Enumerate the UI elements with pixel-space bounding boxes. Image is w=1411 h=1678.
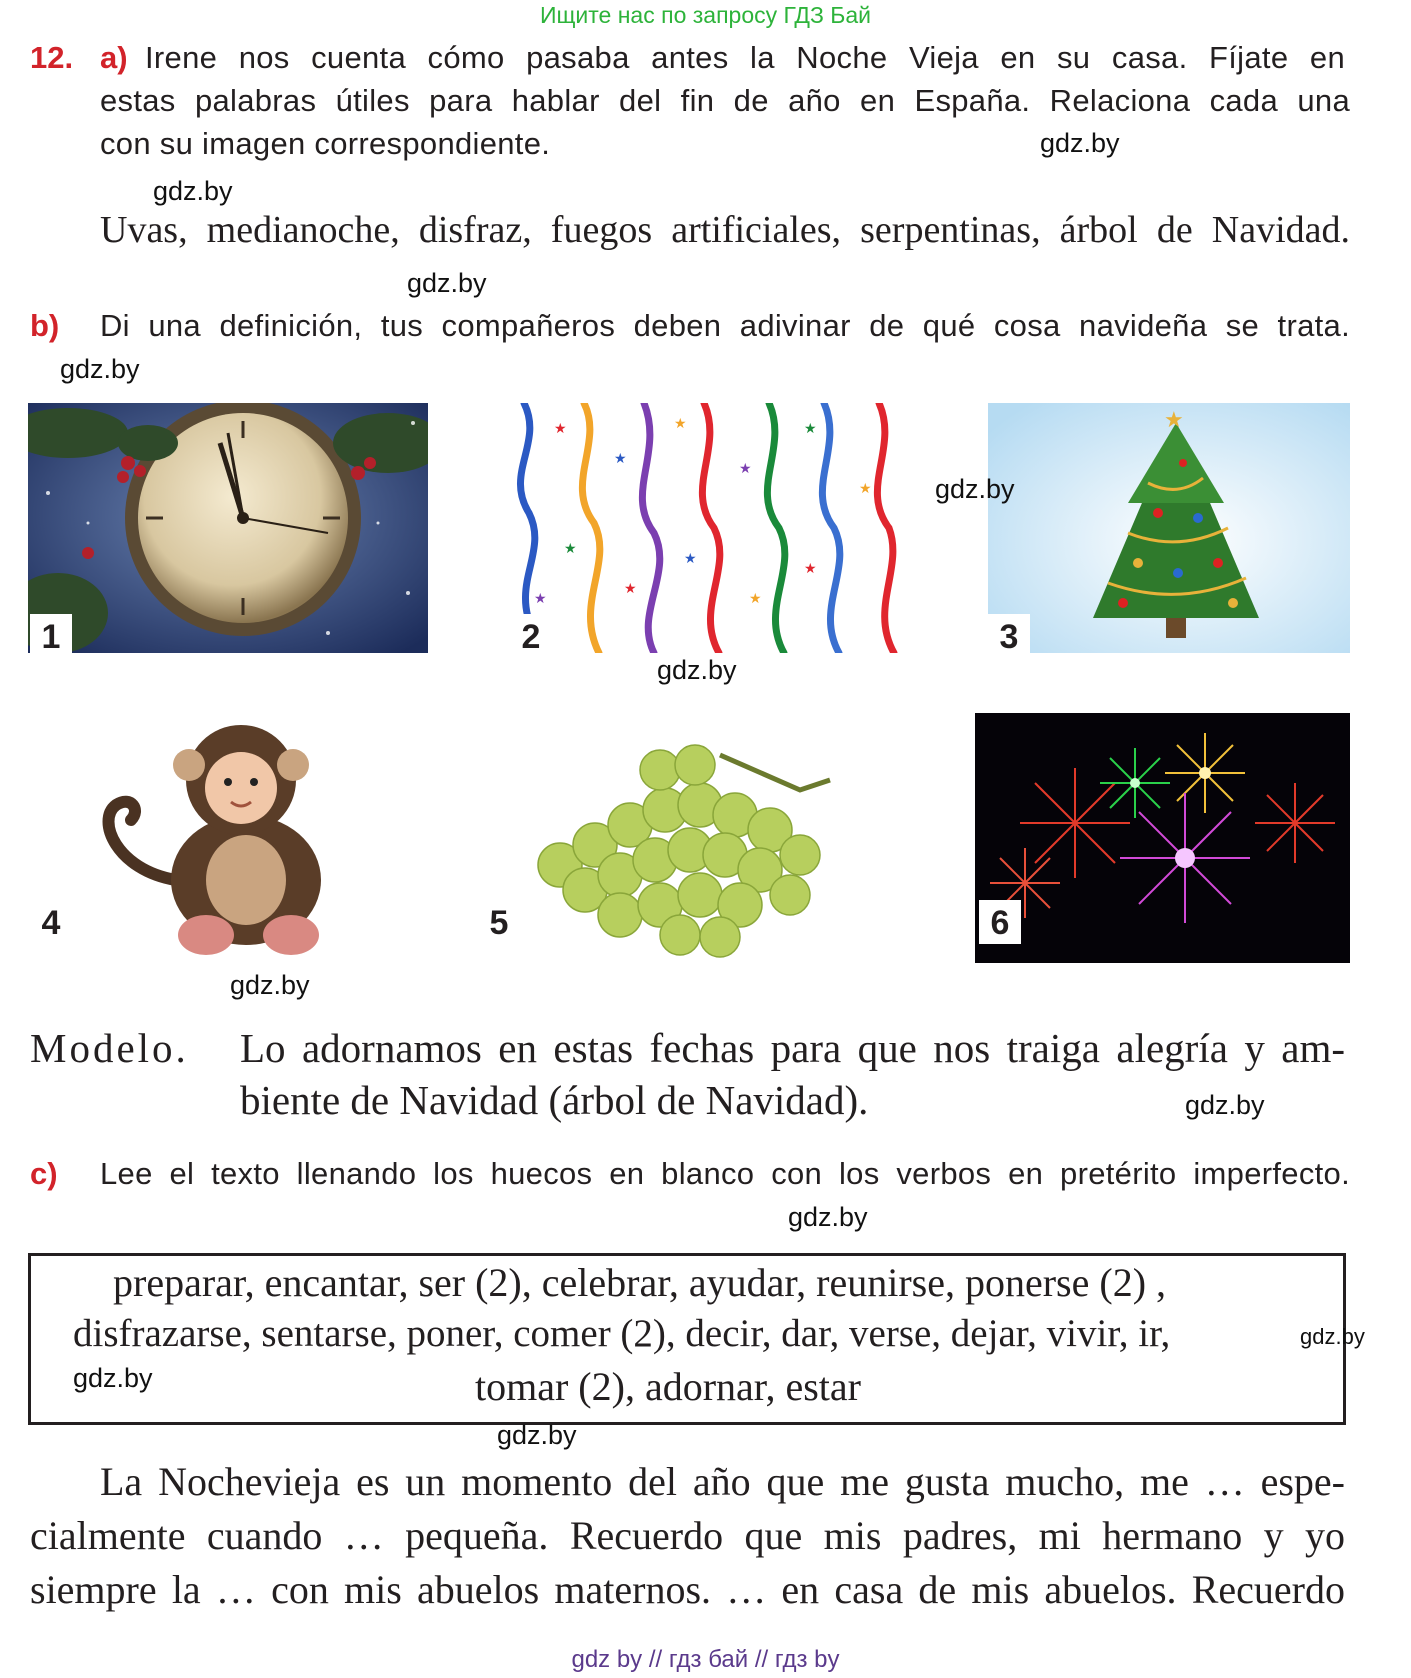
watermark: gdz.by (230, 970, 310, 1000)
watermark: gdz.by (1040, 128, 1120, 158)
verb-line-2: disfrazarse, sentarse, poner, comer (2), decir, dar, verse, dejar, vivir, ir, (73, 1312, 1171, 1355)
svg-text:★: ★ (534, 591, 547, 607)
svg-text:★: ★ (684, 551, 697, 567)
watermark: gdz.by (1300, 1324, 1365, 1349)
monkey-costume-baby-photo (56, 710, 376, 960)
svg-text:★: ★ (739, 461, 752, 477)
svg-text:★: ★ (564, 541, 577, 557)
part-a-line-3: con su imagen correspondiente. (100, 126, 551, 161)
vocabulary-words: Uvas, medianoche, disfraz, fuegos artificiales, serpentinas, árbol de Navidad. (100, 209, 1350, 251)
modelo-label: Modelo. (30, 1025, 189, 1071)
svg-text:★: ★ (804, 421, 817, 437)
image-number-2: 2 (510, 614, 552, 658)
modelo-line-2: biente de Navidad (árbol de Navidad). (240, 1077, 869, 1123)
part-b-text: Di una definición, tus compañeros deben adivinar de qué cosa navideña se trata. (100, 308, 1350, 343)
site-banner: Ищите нас по запросу ГДЗ Бай (539, 2, 872, 28)
image-number-5: 5 (478, 900, 520, 944)
verb-line-3: tomar (2), adornar, estar (475, 1364, 861, 1409)
part-b-label: b) (30, 308, 60, 343)
modelo-line-1: Lo adornamos en estas fechas para que nos traiga alegría y am- (240, 1025, 1345, 1071)
reading-line-3: siempre la … con mis abuelos maternos. … en casa de mis abuelos. Recuerdo (30, 1567, 1345, 1612)
svg-text:★: ★ (674, 416, 687, 432)
image-number-6: 6 (979, 900, 1021, 944)
fireworks-photo (975, 713, 1350, 963)
svg-text:★: ★ (554, 421, 567, 437)
clock-midnight-photo (28, 403, 428, 653)
green-grapes-photo (500, 715, 870, 960)
svg-text:★: ★ (859, 481, 872, 497)
watermark: gdz.by (153, 176, 233, 206)
svg-text:★: ★ (614, 451, 627, 467)
exercise-number: 12. (30, 40, 74, 75)
part-a-line-2: estas palabras útiles para hablar del fin de año en España. Relaciona cada una (100, 83, 1350, 118)
image-number-4: 4 (30, 900, 72, 944)
christmas-tree-photo (988, 403, 1350, 653)
reading-line-2: cialmente cuando … pequeña. Recuerdo que mis padres, mi hermano y yo (30, 1513, 1345, 1558)
watermark: gdz.by (788, 1202, 868, 1232)
part-c-label: c) (30, 1156, 58, 1191)
part-a-label: a) (100, 40, 128, 75)
serpentine-streamers-photo (504, 403, 904, 653)
watermark: gdz.by (407, 268, 487, 298)
watermark: gdz.by (1185, 1090, 1265, 1120)
watermark: gdz.by (657, 655, 737, 685)
watermark: gdz.by (935, 474, 1015, 504)
part-a-line-1: Irene nos cuenta cómo pasaba antes la Noche Vieja en su casa. Fíjate en (145, 40, 1345, 75)
svg-text:★: ★ (749, 591, 762, 607)
part-c-text: Lee el texto llenando los huecos en blanco con los verbos en pretérito imperfecto. (100, 1156, 1350, 1191)
footer-watermark: gdz by // гдз бай // гдз by (571, 1646, 840, 1673)
watermark: gdz.by (73, 1363, 153, 1393)
verb-line-1: preparar, encantar, ser (2), celebrar, ayudar, reunirse, ponerse (2) , (113, 1260, 1167, 1305)
reading-line-1: La Nochevieja es un momento del año que me gusta mucho, me … espe- (100, 1459, 1345, 1504)
image-number-1: 1 (30, 614, 72, 658)
watermark: gdz.by (60, 354, 140, 384)
watermark: gdz.by (497, 1420, 577, 1450)
svg-text:★: ★ (624, 581, 637, 597)
svg-text:★: ★ (804, 561, 817, 577)
image-number-3: 3 (988, 614, 1030, 658)
svg-text:★: ★ (1164, 408, 1184, 433)
